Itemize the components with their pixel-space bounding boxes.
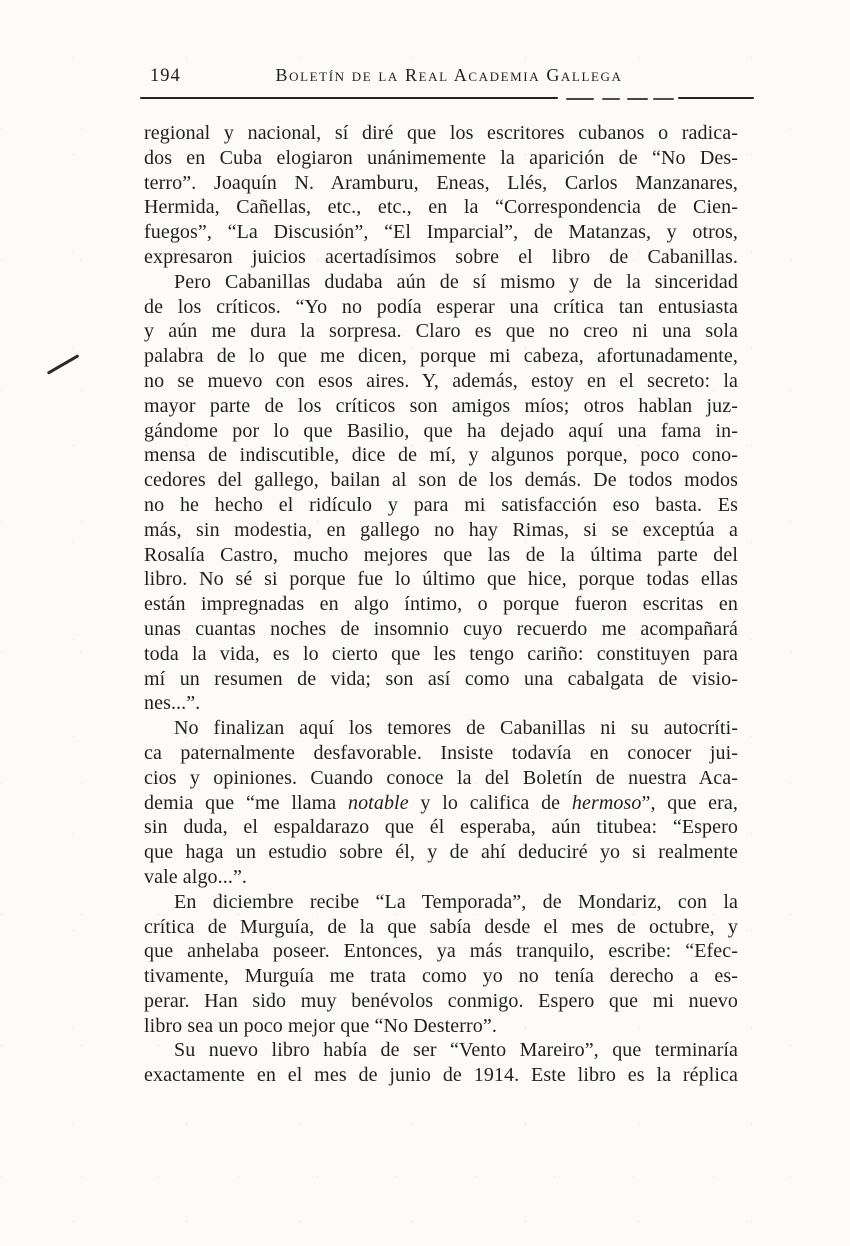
text-line: que haga un estudio sobre él, y de ahí deduciré yo si realmente [144, 841, 738, 864]
paragraph [144, 121, 738, 270]
text-line: cios y opiniones. Cuando conoce la del Boletín de nuestra Aca- [144, 766, 738, 789]
text-line: Pero Cabanillas dudaba aún de sí mismo y de la sinceridad [174, 270, 738, 293]
running-header-title: Boletín de la Real Academia Gallega [275, 65, 623, 85]
text-line: libro. No sé si porque fue lo último que hice, porque todas ellas [144, 568, 738, 591]
text-line: unas cuantas noches de insomnio cuyo recuerdo me acompañará [144, 617, 738, 640]
text-line: sin duda, el espaldarazo que él esperaba, aún titubea: “Espero [144, 816, 738, 839]
text-line: crítica de Murguía, de la que sabía desde el mes de octubre, y [144, 915, 738, 938]
body-text-block [144, 121, 738, 1088]
text-line: dos en Cuba elogiaron unánimemente la aparición de “No Des- [144, 146, 738, 169]
text-line: tivamente, Murguía me trata como yo no tenía derecho a es- [144, 965, 738, 988]
header-rule-segment [140, 97, 558, 99]
header-rule-segment [602, 98, 620, 100]
text-line: de los críticos. “Yo no podía esperar una crítica tan entusiasta [144, 295, 738, 318]
text-line: y aún me dura la sorpresa. Claro es que no creo ni una sola [144, 320, 738, 343]
handwritten-slash-mark [47, 354, 79, 374]
text-line: terro”. Joaquín N. Aramburu, Eneas, Llés, Carlos Manzanares, [144, 171, 738, 194]
paragraph [144, 716, 738, 890]
text-line: libro sea un poco mejor que “No Desterro”. [144, 1014, 497, 1037]
text-line: No finalizan aquí los temores de Cabanillas ni su autocríti- [174, 717, 738, 740]
text-line: mí un resumen de vida; son así como una cabalgata de visio- [144, 667, 738, 690]
text-line: toda la vida, es lo cierto que les tengo cariño: constituyen para [144, 642, 738, 665]
text-line: no he hecho el ridículo y para mi satisfacción eso basta. Es [144, 493, 738, 516]
text-line: fuegos”, “La Discusión”, “El Imparcial”, de Matanzas, y otros, [144, 221, 738, 244]
text-line: regional y nacional, sí diré que los escritores cubanos o radica- [144, 122, 738, 144]
text-line: que anhelaba poseer. Entonces, ya más tranquilo, escribe: “Efec- [144, 940, 738, 963]
text-line: mayor parte de los críticos son amigos míos; otros hablan juz- [144, 394, 738, 417]
header-rule-segment [678, 97, 754, 99]
text-line: Su nuevo libro había de ser “Vento Mareiro”, que terminaría [174, 1039, 738, 1062]
text-line: ca paternalmente desfavorable. Insiste todavía en conocer jui- [144, 741, 738, 764]
text-line: cedores del gallego, bailan al son de los demás. De todos modos [144, 469, 738, 492]
paragraph [144, 1038, 738, 1088]
paragraph [144, 270, 738, 716]
text-line: En diciembre recibe “La Temporada”, de Mondariz, con la [174, 890, 738, 913]
header-rule-segment [653, 98, 674, 100]
text-line: mensa de indiscutible, dice de mí, y algunos porque, poco cono- [144, 444, 738, 467]
text-line: más, sin modestia, en gallego no hay Rimas, si se exceptúa a [144, 518, 738, 541]
header-rule-segment [566, 98, 594, 100]
text-line: vale algo...”. [144, 865, 248, 888]
text-line: perar. Han sido muy benévolos conmigo. Espero que mi nuevo [144, 989, 738, 1012]
text-line: Hermida, Cañellas, etc., etc., en la “Correspondencia de Cien- [144, 196, 738, 219]
text-line: no se muevo con esos aires. Y, además, estoy en el secreto: la [144, 369, 738, 392]
header-rule-segment [627, 98, 648, 100]
text-line: Rosalía Castro, mucho mejores que las de la última parte del [144, 543, 738, 566]
text-line: palabra de lo que me dicen, porque mi cabeza, afortunadamente, [144, 345, 738, 368]
paragraph [144, 890, 738, 1039]
page-number: 194 [150, 66, 181, 86]
text-line: están impregnadas en algo íntimo, o porque fueron escritas en [144, 593, 738, 616]
text-line: demia que “me llama notable y lo califica de hermoso”, que era, [144, 791, 738, 814]
text-line: nes...”. [144, 692, 201, 715]
text-line: expresaron juicios acertadísimos sobre el libro de Cabanillas. [144, 245, 738, 268]
text-line: gándome por lo que Basilio, que ha dejado aquí una fama in- [144, 419, 738, 442]
text-line: exactamente en el mes de junio de 1914. Este libro es la réplica [144, 1064, 738, 1087]
